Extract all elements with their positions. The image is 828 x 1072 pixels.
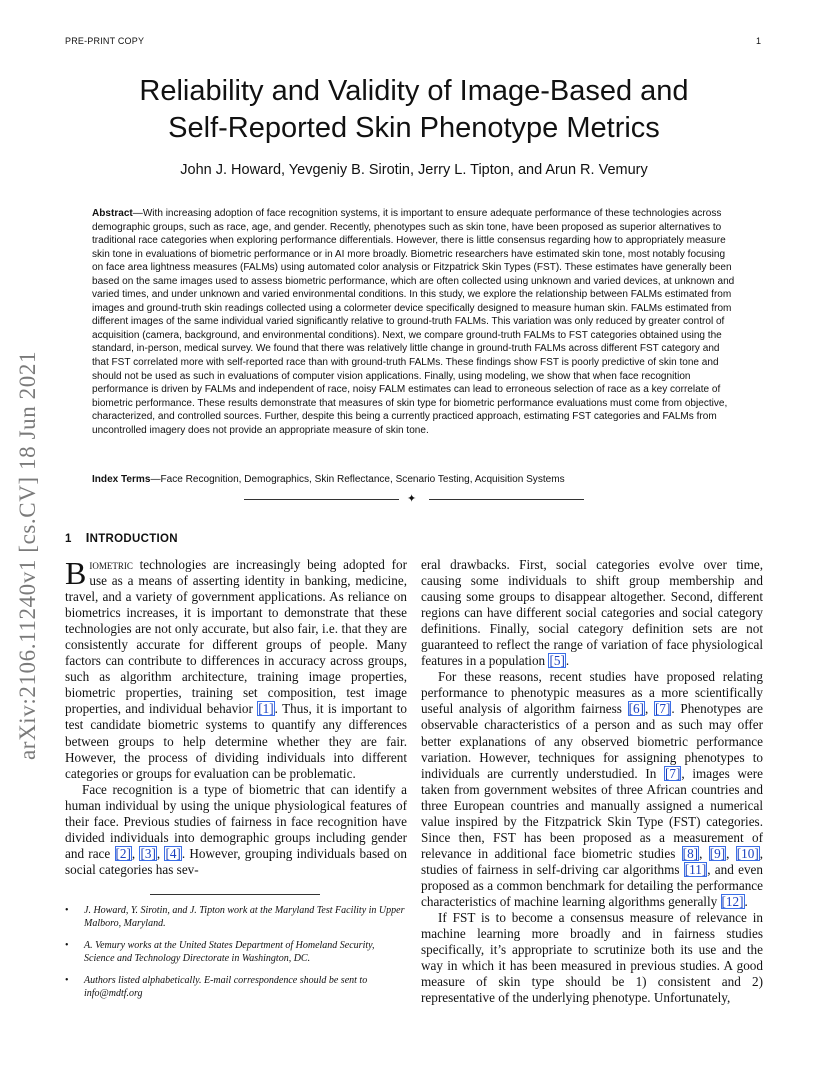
paragraph — [65, 782, 407, 878]
section-number: 1 — [65, 533, 72, 545]
title-line-2: Self-Reported Skin Phenotype Metrics — [168, 112, 660, 144]
author-list: John J. Howard, Yevgeniy B. Sirotin, Jerry L. Tipton, and Arun R. Vemury — [180, 162, 648, 178]
citation-link[interactable]: [11] — [684, 861, 707, 877]
paragraph-text: Face recognition is a type of biometric that can identify a human individual by using the unique physiological features of their face. Previous studies of fairness in face recognition have divided individuals into demographic groups including gender and race — [65, 781, 407, 861]
separator: , — [726, 845, 736, 861]
footnotes — [65, 905, 407, 1011]
citation-link[interactable]: [8] — [682, 845, 699, 861]
separator: , — [156, 845, 165, 861]
footnote — [65, 975, 407, 1000]
paragraph — [65, 557, 407, 782]
citation-link[interactable]: [5] — [549, 653, 565, 669]
section-divider — [244, 492, 584, 506]
right-column — [421, 557, 763, 1006]
left-column — [65, 557, 407, 878]
citation-link[interactable]: [10] — [736, 845, 759, 861]
citation-link[interactable]: [2] — [115, 845, 131, 861]
paragraph-text: . However, grouping individuals based on social categories has sev- — [65, 845, 407, 877]
paragraph-text: , and even proposed as a common benchmark for detailing the performance characteristics of machine learning algorithms generally — [421, 861, 764, 909]
index-terms-text: —Face Recognition, Demographics, Skin Reflectance, Scenario Testing, Acquisition Systems — [150, 474, 565, 485]
divider-line-right — [429, 499, 584, 500]
bullet-icon: • — [65, 975, 69, 987]
abstract-text: —With increasing adoption of face recognition systems, it is important to ensure adequate performance of these technologies across demographic groups, such as race, age, and gender. Recently, phenotypes such as skin tone, have been proposed as superior alternatives to traditional race categories when exploring performance differentials. However, there is little consensus regarding how to appropriately measure skin tone in evaluations of biometric performance or in AI more broadly. Biometric researchers have estimated skin tone, most notably focusing on face area lightness measures (FALMs) using automated color analysis or Fitzpatrick Skin Types (FST). These estimates have generally been based on the same images used to assess biometric performance, which are often collected using unknown and varied devices, at unknown and varied times, and under unknown and varied environmental conditions. In this study, we explore the relationship between FALMs estimated from images and ground-truth skin readings collected using a colormeter device specifically designed to measure human skin. FALMs estimated from different images of the same individual varied significantly relative to ground-truth FALMs. This variation was only reduced by greater control of acquisition (camera, background, and environmental conditions). Next, we compare ground-truth FALMs to FST categories obtained using the standard, in-person, medical survey. We found that there was relatively little change in ground-truth FALMs across different FST category and that FST correlated more with self-reported race than with ground-truth FALMs. These findings show FST is poorly predictive of skin tone and should not be used as such in evaluations of computer vision applications. Finally, using modeling, we show that when face recognition performance is driven by FALMs and independent of race, noisy FALM estimates can lead to erroneous selection of race as a key correlate of biometric performance. These results demonstrate that measures of skin type for biometric performance evaluations must come from objective, characterized, and controlled sources. Further, despite this being a currently practiced approach, estimating FST categories and FALMs from uncontrolled imagery does not provide an appropriate measure of skin tone. — [92, 208, 735, 436]
citation-link[interactable]: [12] — [721, 893, 744, 909]
arxiv-identifier-stamp: arXiv:2106.11240v1 [cs.CV] 18 Jun 2021 — [15, 350, 40, 760]
section-title-initial: I — [85, 530, 90, 545]
drop-cap: B — [65, 555, 87, 591]
bullet-icon: • — [65, 905, 69, 916]
bullet-icon: • — [65, 940, 69, 952]
index-terms — [92, 474, 737, 485]
paragraph-text: For these reasons, recent studies have proposed relating performance to phenotypic measures as a more scientifically useful analysis of algorithm fairness — [421, 669, 763, 717]
citation-link[interactable]: [7] — [665, 765, 681, 781]
footnote-text: J. Howard, Y. Sirotin, and J. Tipton work at the Maryland Test Facility in Upper Malboro, Maryland. — [84, 905, 405, 929]
abstract-label: Abstract — [92, 208, 133, 219]
paragraph-text: . Phenotypes are observable characteristics of a person and as such may offer better explanations of any observed biometric performance variation. However, techniques for assigning phenotypes to individuals are currently understudied. In — [421, 701, 763, 781]
footnote-rule — [150, 894, 320, 895]
page-number: 1 — [756, 36, 762, 46]
paragraph-text: technologies are increasingly being adopted for use as a means of asserting identity in banking, medicine, travel, and a variety of government applications. As reliance on biometrics increases, it is important to demonstrate that these technologies are not only accurate, but also fair, i.e. that they are consistently accurate for different groups of people. Many factors can contribute to differences in accuracy across groups, such as algorithm architecture, training image properties, biometric properties, training set composition, test image properties, and individual behavior — [65, 557, 407, 717]
citation-link[interactable]: [9] — [709, 845, 726, 861]
footnote-text: A. Vemury works at the United States Department of Homeland Security, Science and Technology Directorate in Washington, DC. — [84, 940, 375, 964]
paragraph — [421, 669, 763, 910]
paper-title — [60, 73, 768, 147]
abstract — [92, 207, 737, 437]
footnote — [65, 940, 407, 965]
citation-link[interactable]: [4] — [165, 845, 181, 861]
divider-line-left — [244, 499, 399, 500]
paragraph — [421, 557, 763, 669]
running-header: PRE-PRINT COPY — [65, 36, 145, 46]
citation-link[interactable]: [7] — [654, 701, 671, 717]
citation-link[interactable]: [6] — [628, 701, 644, 717]
paragraph — [421, 910, 763, 1006]
paragraph-text: , images were taken from government websites of three African countries and three European countries and manually assigned a numerical value inspired by the Fitzpatrick Skin Type (FST) categories. Since then, FST has been proposed as a measurement of relevance in additional face biometric studies — [421, 765, 763, 861]
index-terms-label: Index Terms — [92, 474, 151, 485]
section-heading — [65, 530, 178, 545]
paragraph-text: , studies of fairness in self-driving car algorithms — [421, 845, 764, 877]
paragraph-text: eral drawbacks. First, social categories evolve over time, causing some individuals to shift group membership and causing some groups to disappear altogether. Second, different regions can have different social categories and social category definitions. Finally, social category definition sets are not guaranteed to reflect the range of variation of face physiological features in a population — [421, 557, 763, 669]
footnote-text: Authors listed alphabetically. E-mail correspondence should be sent to info@mdtf.org — [84, 975, 368, 999]
paragraph-text: If FST is to become a consensus measure of relevance in machine learning more broadly and in fairness studies specifically, it’s appropriate to scrutinize both its use and the way in which it has been measured in previous studies. A good measure of skin type should be 1) consistent and 2) representative of the underlying phenotype. Unfortunately, — [421, 910, 763, 1006]
section-title-rest: NTRODUCTION — [89, 533, 178, 545]
citation-link[interactable]: [3] — [140, 845, 156, 861]
separator: . — [565, 653, 570, 669]
divider-diamond-icon: ✦ — [407, 493, 417, 505]
separator: . — [744, 893, 748, 909]
citation-link[interactable]: [1] — [258, 701, 274, 717]
title-line-1: Reliability and Validity of Image-Based and — [139, 75, 689, 107]
footnote — [65, 905, 407, 930]
small-caps-word: iometric — [89, 557, 133, 572]
separator: , — [131, 845, 140, 861]
paragraph-text: . Thus, it is important to test candidate biometric systems to quantify any differences between groups to help determine whether they are fair. However, the process of dividing individuals into different categories or groups for evaluation can be problematic. — [65, 701, 408, 781]
separator: , — [699, 845, 709, 861]
separator: , — [644, 701, 654, 717]
